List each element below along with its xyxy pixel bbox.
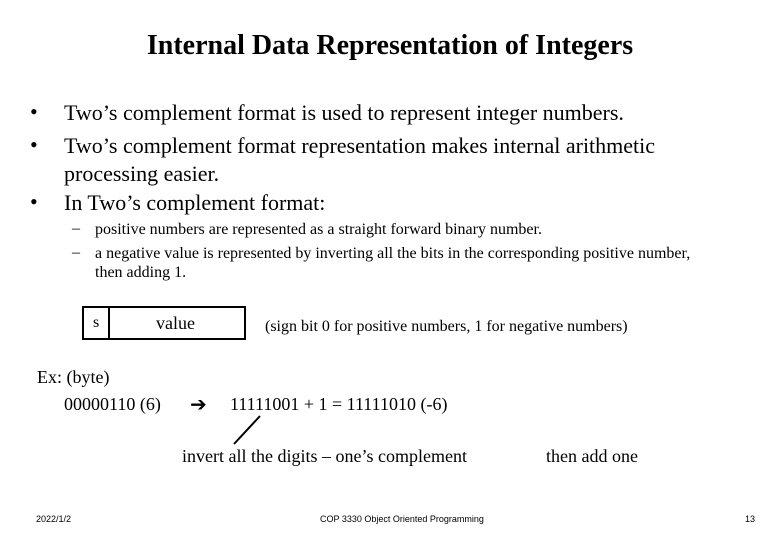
bullet-marker: •	[30, 189, 38, 214]
sub-bullet-item: positive numbers are represented as a straight forward binary number.	[95, 221, 542, 238]
bullet-marker: •	[30, 132, 38, 157]
sign-bit-divider	[108, 308, 110, 338]
value-field-label: value	[156, 313, 195, 333]
sign-bit-note: (sign bit 0 for positive numbers, 1 for negative numbers)	[265, 318, 628, 335]
pointer-line	[226, 412, 266, 448]
twos-complement-format-box	[82, 306, 246, 340]
example-negative: 11111001 + 1 = 11111010 (-6)	[230, 394, 448, 414]
right-arrow-icon: ➔	[190, 394, 207, 416]
example-positive: 00000110 (6)	[64, 394, 161, 414]
bullet-item: Two’s complement format is used to represent integer numbers.	[64, 100, 624, 125]
footer-course: COP 3330 Object Oriented Programming	[320, 514, 484, 524]
add-one-annotation: then add one	[546, 446, 638, 466]
sign-bit-label: s	[93, 314, 100, 331]
slide-title: Internal Data Representation of Integers	[146, 30, 634, 61]
sub-bullet-marker: –	[72, 244, 80, 261]
sub-bullet-marker: –	[72, 220, 80, 237]
bullet-item: In Two’s complement format:	[64, 190, 326, 215]
invert-annotation: invert all the digits – one’s complement	[182, 446, 467, 466]
bullet-marker: •	[30, 99, 38, 124]
sub-bullet-item: a negative value is represented by inverting all the bits in the corresponding positive number, then adding 1.	[95, 245, 691, 281]
example-label: Ex: (byte)	[37, 367, 110, 387]
footer-date: 2022/1/2	[36, 514, 72, 524]
footer-page-number: 13	[745, 514, 756, 524]
bullet-item: Two’s complement format representation makes internal arithmetic processing easier.	[64, 133, 656, 186]
